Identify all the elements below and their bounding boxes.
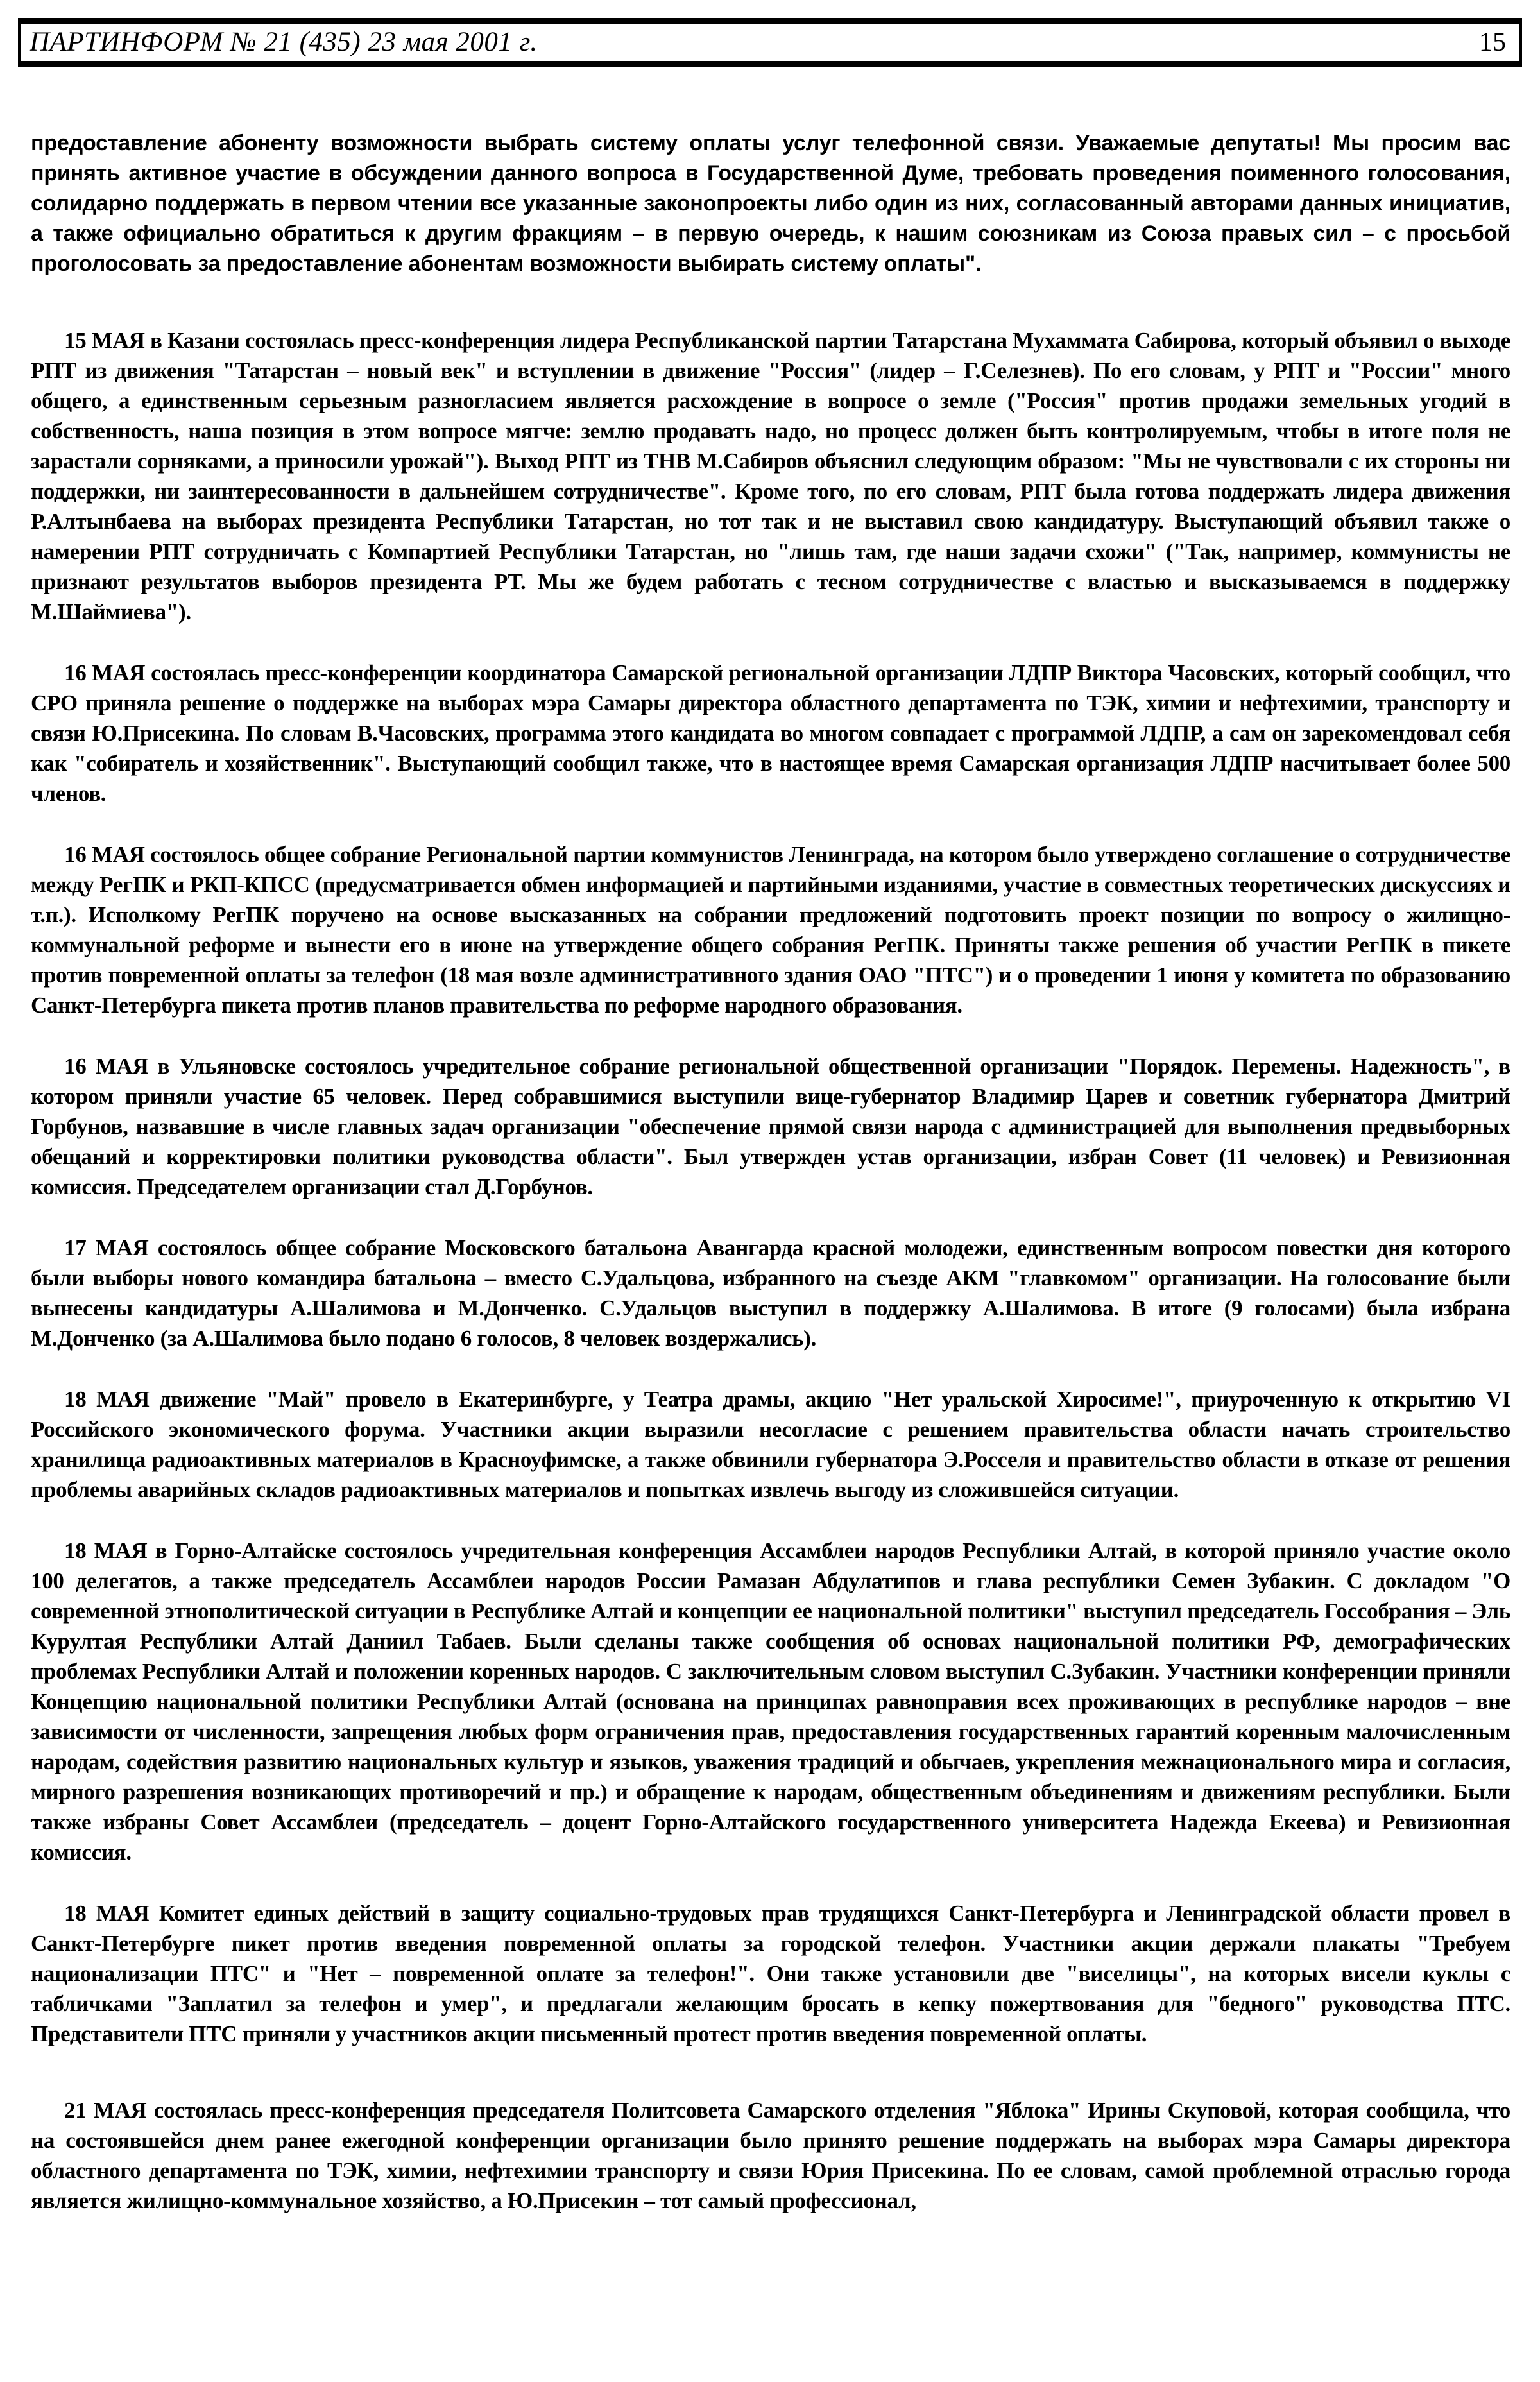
news-item-15-may-kazan: 15 МАЯ в Казани состоялась пресс-конференция лидера Республиканской партии Татарстана Мухаммата Сабирова, который объявил о выходе РПТ из движения "Татарстан – новый век" и вступлении в движение "Россия" (лидер – Г.Селезнев). По его словам, у РПТ и "России" много общего, а единственным серьезным разногласием является расхождение в вопросе о земле ("Россия" против продажи земельных угодий в собственность, наша позиция в этом вопросе мягче: землю продавать надо, но процесс должен быть контролируемым, чтобы в итоге поля не зарастали сорняками, а приносили урожай"). Выход РПТ из ТНВ М.Сабиров объяснил следующим образом: "Мы не чувствовали с их стороны ни поддержки, ни заинтересованности в дальнейшем сотрудничестве". Кроме того, по его словам, РПТ была готова поддержать лидера движения Р.Алтынбаева на выборах президента Республики Татарстан, но тот так и не выставил свою кандидатуру. Выступающий объявил также о намерении РПТ сотрудничать с Компартией Республики Татарстан, но "лишь там, где наши задачи схожи" ("Так, например, коммунисты не признают результатов выборов президента РТ. Мы же будем работать с тесном сотрудничестве с властью и высказываемся в поддержку М.Шаймиева"). (31, 328, 1510, 624)
news-item-18-may-ekaterinburg: 18 МАЯ движение "Май" провело в Екатеринбурге, у Театра драмы, акцию "Нет уральской Хиросиме!", приуроченную к открытию VI Российского экономического форума. Участники акции выразили несогласие с решением правительства области начать строительство хранилища радиоактивных материалов в Красноуфимске, а также обвинили губернатора Э.Росселя и правительство области в отказе от решения проблемы аварийных складов радиоактивных материалов и попытках извлечь выгоду из сложившейся ситуации. (31, 1387, 1510, 1502)
continuation-paragraph: предоставление абоненту возможности выбрать систему оплаты услуг телефонной связи. Уважаемые депутаты! Мы просим вас принять активное участие в обсуждении данного вопроса в Государственной Думе, требовать проведения поименного голосования, солидарно поддержать в первом чтении все указанные законопроекты либо один из них, согласованный авторами данных инициатив, а также официально обратиться к другим фракциям – в первую очередь, к нашим союзникам из Союза правых сил – с просьбой проголосовать за предоставление абонентам возможности выбирать систему оплаты". (31, 131, 1510, 276)
news-item-18-may-spb-piket: 18 МАЯ Комитет единых действий в защиту социально-трудовых прав трудящихся Санкт-Петербурга и Ленинградской области провел в Санкт-Петербурге пикет против введения повременной оплаты за городской телефон. Участники акции держали плакаты "Требуем национализации ПТС" и "Нет – повременной оплате за телефон!". Они также установили две "виселицы", на которых висели куклы с табличками "Заплатил за телефон и умер", и предлагали желающим бросать в кепку пожертвования для "бедного" руководства ПТС. Представители ПТС приняли у участников акции письменный протест против введения повременной оплаты. (31, 1901, 1510, 2046)
news-item-16-may-ulyanovsk: 16 МАЯ в Ульяновске состоялось учредительное собрание региональной общественной организации "Порядок. Перемены. Надежность", в котором приняли участие 65 человек. Перед собравшимися выступили вице-губернатор Владимир Царев и советник губернатора Дмитрий Горбунов, назвавшие в числе главных задач организации "обеспечение прямой связи народа с администрацией для выполнения предвыборных обещаний и корректировки политики руководства области". Был утвержден устав организации, избран Совет (11 человек) и Ревизионная комиссия. Председателем организации стал Д.Горбунов. (31, 1054, 1510, 1199)
news-item-21-may-samara-yabloko: 21 МАЯ состоялась пресс-конференция председателя Политсовета Самарского отделения "Яблока" Ирины Скуповой, которая сообщила, что на состоявшейся днем ранее ежегодной конференции организации было принято решение поддержать на выборах мэра Самары директора областного департамента по ТЭК, химии, нефтехимии транспорту и связи Юрия Присекина. По ее словам, самой проблемной отраслью города является жилищно-коммунальное хозяйство, а Ю.Присекин – тот самый профессионал, (31, 2098, 1510, 2213)
news-item-18-may-gorno-altaysk: 18 МАЯ в Горно-Алтайске состоялось учредительная конференция Ассамблеи народов Республики Алтай, в которой приняло участие около 100 делегатов, а также председатель Ассамблеи народов России Рамазан Абдулатипов и глава республики Семен Зубакин. С докладом "О современной этнополитической ситуации в Республике Алтай и концепции ее национальной политики" выступил председатель Госсобрания – Эль Курултая Республики Алтай Даниил Табаев. Были сделаны также сообщения об основах национальной политики РФ, демографических проблемах Республики Алтай и положении коренных народов. С заключительным словом выступил С.Зубакин. Участники конференции приняли Концепцию национальной политики Республики Алтай (основана на принципах равноправия всех проживающих в республике народов – вне зависимости от численности, запрещения любых форм ограничения прав, предоставления государственных гарантий коренным малочисленным народам, содействия развитию национальных культур и языков, уважения традиций и обычаев, укрепления межнационального мира и согласия, мирного разрешения возникающих противоречий и пр.) и обращение к народам, общественным объединениям и движениям республики. Были также избраны Совет Ассамблеи (председатель – доцент Горно-Алтайского государственного университета Надежда Екеева) и Ревизионная комиссия. (31, 1538, 1510, 1865)
news-item-17-may-akm: 17 МАЯ состоялось общее собрание Московского батальона Авангарда красной молодежи, единственным вопросом повестки дня которого были выборы нового командира батальона – вместо С.Удальцова, избранного на съезде АКМ "главкомом" организации. На голосование были вынесены кандидатуры А.Шалимова и М.Донченко. С.Удальцов выступил в поддержку А.Шалимова. В итоге (9 голосами) была избрана М.Донченко (за А.Шалимова было подано 6 голосов, 8 человек воздержались). (31, 1235, 1510, 1351)
page-body (31, 128, 1510, 2216)
news-item-16-may-samara-ldpr: 16 МАЯ состоялась пресс-конференции координатора Самарской региональной организации ЛДПР Виктора Часовских, который сообщил, что СРО приняла решение о поддержке на выборах мэра Самары директора областного департамента по ТЭК, химии и нефтехимии, транспорту и связи Ю.Присекина. По словам В.Часовских, программа этого кандидата во многом совпадает с программой ЛДПР, а сам он зарекомендовал себя как "собиратель и хозяйственник". Выступающий сообщил также, что в настоящее время Самарская организация ЛДПР насчитывает более 500 членов. (31, 660, 1510, 806)
page-number: 15 (1479, 28, 1506, 57)
page-header (18, 18, 1522, 67)
news-item-16-may-regpk: 16 МАЯ состоялось общее собрание Региональной партии коммунистов Ленинграда, на котором было утверждено соглашение о сотрудничестве между РегПК и РКП-КПСС (предусматривается обмен информацией и партийными изданиями, участие в совместных теоретических дискуссиях и т.п.). Исполкому РегПК поручено на основе высказанных на собрании предложений подготовить проект позиции по вопросу о жилищно-коммунальной реформе и вынести его в июне на утверждение общего собрания РегПК. Приняты также решения об участии РегПК в пикете против повременной оплаты за телефон (18 мая возле административного здания ОАО "ПТС") и о проведении 1 июня у комитета по образованию Санкт-Петербурга пикета против планов правительства по реформе народного образования. (31, 842, 1510, 1018)
newsletter-title: ПАРТИНФОРМ № 21 (435) 23 мая 2001 г. (30, 27, 538, 57)
